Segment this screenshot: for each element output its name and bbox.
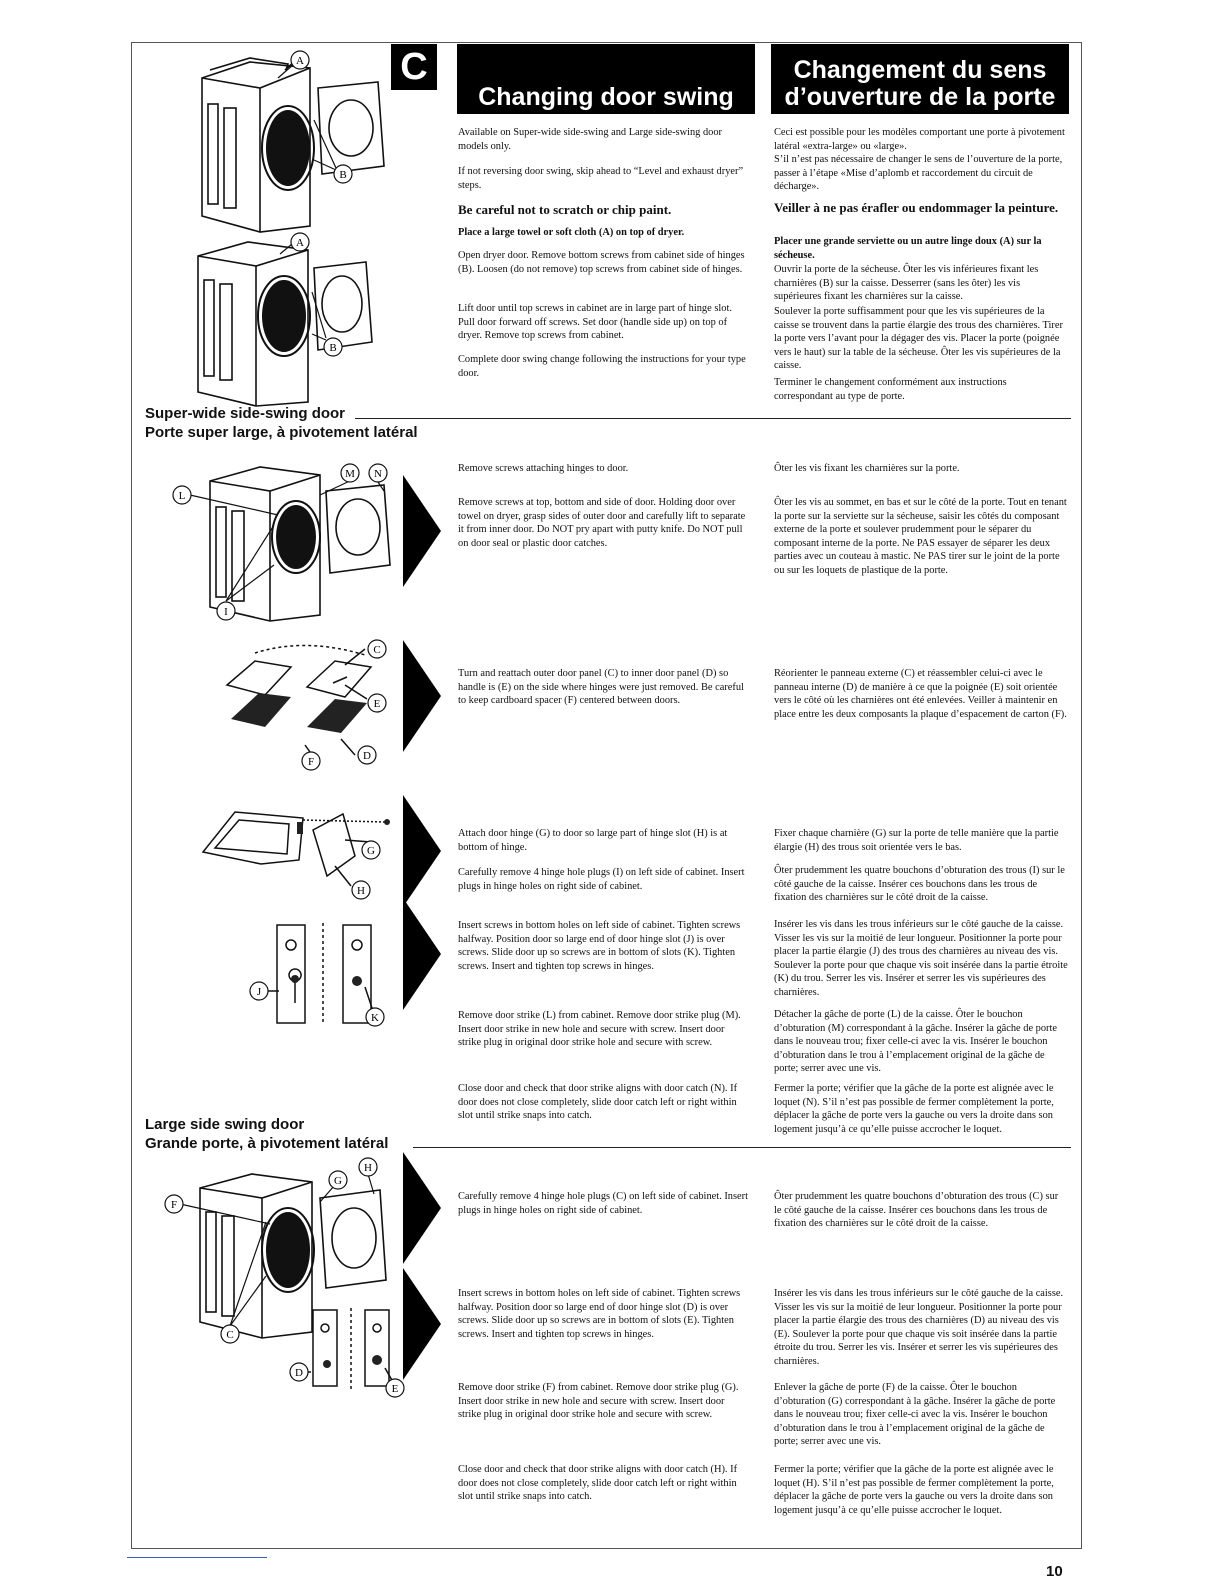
s1-step5-fr: Ôter prudemment les quatre bouchons d’obturation des trous (I) sur le côté gauche de la caisse. Insérer ces bouchons dans les trous de fixation des charnières sur le côté droit de la caisse. (774, 865, 1065, 904)
step-arrow (403, 795, 441, 907)
section2-rule (413, 1147, 1071, 1148)
label-e: E (373, 698, 381, 710)
intro-fr-p2: S’il n’est pas nécessaire de changer le sens de l’ouverture de la porte, passer à l’étape «Mise d’aplomb et raccordement du circuit de décharge». (774, 154, 1063, 193)
intro-fr-p3: Ouvrir la porte de la sécheuse. Ôter les vis inférieures fixant les charnières (B) sur la caisse. Desserrer (sans les ôter) les vis supérieures fixant les charnières sur la caisse. (774, 264, 1039, 303)
intro-en-p4: Lift door until top screws in cabinet are in large part of hinge slot. Pull door forward off screws. Set door (handle side up) on top of dryer. Remove top screws from cabinet. (458, 303, 732, 342)
door-hinge-illustration (195, 800, 405, 905)
label-d: D (363, 750, 371, 762)
s2-step4-en: Close door and check that door strike aligns with door catch (H). If door does not close completely, slide door catch left or right within slot until strike snaps into catch. (458, 1464, 738, 1503)
label-c: C (226, 1329, 234, 1341)
large-door-hinge-slot-illustration (285, 1300, 410, 1405)
label-b: B (339, 169, 347, 181)
label-f: F (170, 1199, 178, 1211)
section1-rule (355, 418, 1071, 419)
intro-en-p3: Open dryer door. Remove bottom screws from cabinet side of hinges (B). Loosen (do not remove) top screws from cabinet side of hinges. (458, 250, 745, 275)
s1-step2-fr: Ôter les vis au sommet, en bas et sur le côté de la porte. Tout en tenant la porte sur la serviette sur la sécheuse, saisir les côtés du composant externe de la porte et soulever prudemment pour le séparer du composant interne de la porte. Ne PAS essayer de séparer les deux parties avec un couteau à mastic. Ne PAS tirer sur le joint de la porte ou sur les loquets de plastique de la porte. (774, 497, 1067, 576)
header-english: Changing door swing (457, 44, 755, 114)
label-i: I (224, 606, 228, 618)
dryer-strike-illustration (170, 455, 400, 625)
step-arrow (403, 640, 441, 752)
door-panels-illustration (215, 635, 395, 775)
intro-fr-caution: Veiller à ne pas érafler ou endommager la peinture. (774, 200, 1059, 215)
label-n: N (374, 468, 382, 480)
s1-step1-fr: Ôter les vis fixant les charnières sur la porte. (774, 463, 960, 474)
s1-step8-fr: Fermer la porte; vérifier que la gâche de la porte est alignée avec le loquet (N). S’il n’est pas possible de fermer complètement la porte, déplacer la gâche de porte vers la gauche ou vers la droite dans son logement jusqu’à ce qu’elle puisse accrocher le loquet. (774, 1083, 1054, 1135)
header-french: Changement du sens d’ouverture de la porte (771, 44, 1069, 114)
label-l: L (178, 490, 186, 502)
step-arrow (403, 1152, 441, 1264)
label-b: B (329, 342, 337, 354)
intro-fr-p4: Soulever la porte suffisamment pour que les vis supérieures de la caisse se trouvent dans la partie élargie des trous des charnières. Tirer la porte vers l’avant pour la dégager des vis. Placer la porte (poignée vers le haut) sur la table de la sécheuse. Ôter les vis supérieures de la caisse. (774, 306, 1063, 372)
s1-step7-en: Remove door strike (L) from cabinet. Remove door strike plug (M). Insert door strike in new hole and secure with screw. Insert door strike plug in original door strike hole and secure with screw. (458, 1010, 741, 1049)
intro-en-p2: If not reversing door swing, skip ahead to “Level and exhaust dryer” steps. (458, 166, 744, 191)
label-j: J (256, 986, 262, 998)
label-g: G (334, 1175, 342, 1187)
dryer-towel-illustration (190, 48, 390, 233)
label-h: H (364, 1162, 372, 1174)
label-e: E (391, 1383, 399, 1395)
intro-fr-p1: Ceci est possible pour les modèles comportant une porte à pivotement latéral «extra-large» ou «large». (774, 127, 1065, 152)
dryer-hinge-illustration (190, 232, 390, 407)
s1-step7-fr: Détacher la gâche de porte (L) de la caisse. Ôter le bouchon d’obturation (M) correspondant à la gâche. Insérer la gâche de porte dans le nouveau trou; fixer celle-ci avec la vis. Insérer le bouchon d’obturation dans le trou à l’emplacement original de la gâche de porte; serrer avec une vis. (774, 1009, 1058, 1075)
s2-step2-en: Insert screws in bottom holes on left side of cabinet. Tighten screws halfway. Position door so large end of door hinge slot (D) is over screws. Slide door up so screws are in bottom of slots (E). Tighten screws. Insert and tighten top screws in hinges. (458, 1288, 741, 1340)
intro-fr-p5: Terminer le changement conformément aux instructions correspondant au type de porte. (774, 377, 1007, 402)
section-badge: C (391, 44, 437, 90)
s1-step5-en: Carefully remove 4 hinge hole plugs (I) on left side of cabinet. Insert plugs in hinge holes on right side of cabinet. (458, 867, 745, 892)
label-a: A (296, 237, 304, 249)
section2-title-en: Large side swing door (145, 1116, 305, 1133)
section1-title-en: Super-wide side-swing door (145, 405, 346, 422)
s2-step4-fr: Fermer la porte; vérifier que la gâche de la porte est alignée avec le loquet (H). S’il n’est pas possible de fermer complètement la porte, déplacer la gâche de porte vers la gauche ou vers la droite dans son logement jusqu’à ce qu’elle puisse accrocher le loquet. (774, 1464, 1054, 1516)
label-d: D (295, 1367, 303, 1379)
intro-en-towel: Place a large towel or soft cloth (A) on top of dryer. (458, 227, 685, 238)
s2-step1-fr: Ôter prudemment les quatre bouchons d’obturation des trous (C) sur le côté gauche de la caisse. Insérer ces bouchons dans les trous de fixation des charnières sur le côté droit de la caisse. (774, 1191, 1059, 1230)
page-number: 10 (1046, 1563, 1063, 1580)
s2-step3-fr: Enlever la gâche de porte (F) de la caisse. Ôter le bouchon d’obturation (G) correspondant à la gâche. Insérer la gâche de porte dans le nouveau trou; fixer celle-ci avec la vis. Insérer le bouchon d’obturation dans le trou à l’emplacement original de la gâche de porte; serrer avec une vis. (774, 1382, 1056, 1448)
section1-title-fr: Porte super large, à pivotement latéral (145, 424, 418, 441)
intro-en-p1: Available on Super-wide side-swing and Large side-swing door models only. (458, 127, 723, 152)
label-f: F (307, 756, 315, 768)
s1-step1-en: Remove screws attaching hinges to door. (458, 463, 629, 474)
intro-en-p5: Complete door swing change following the instructions for your type door. (458, 354, 746, 379)
s1-step6-en: Insert screws in bottom holes on left side of cabinet. Tighten screws halfway. Position door so large end of door hinge slot (J) is over screws. Slide door up so screws are in bottom of slots (K). Tighten screws. Insert and tighten top screws in hinges. (458, 920, 741, 972)
s1-step3-en: Turn and reattach outer door panel (C) to inner door panel (D) so handle is (E) on the side where hinges were just removed. Be careful to keep cardboard spacer (F) centered between doors. (458, 668, 744, 707)
label-a: A (296, 55, 304, 67)
label-k: K (371, 1012, 379, 1024)
intro-fr-towel: Placer une grande serviette ou un autre linge doux (A) sur la sécheuse. (774, 236, 1042, 261)
step-arrow (403, 898, 441, 1010)
s1-step4-fr: Fixer chaque charnière (G) sur la porte de telle manière que la partie élargie (H) des trous soit orientée vers le bas. (774, 828, 1059, 853)
s2-step2-fr: Insérer les vis dans les trous inférieurs sur le côté gauche de la caisse. Visser les vis sur la moitié de leur longueur. Positionner la porte pour placer la partie élargie des trous des charnières (D) au niveau des vis (E). Soulever la porte pour que chaque vis soit insérée dans la partie étroite du trou. Serrer les vis. Insérer et serrer les vis supérieures des charnières. (774, 1288, 1064, 1367)
label-h: H (357, 885, 365, 897)
label-c: C (373, 644, 381, 656)
intro-en-caution: Be careful not to scratch or chip paint. (458, 202, 672, 217)
s1-step8-en: Close door and check that door strike aligns with door catch (N). If door does not close completely, slide door catch left or right within slot until strike snaps into catch. (458, 1083, 738, 1122)
s1-step6-fr: Insérer les vis dans les trous inférieurs sur le côté gauche de la caisse. Visser les vis sur la moitié de leur longueur. Positionner la porte pour placer la partie élargie (J) des trous des charnières au niveau des vis. Soulever la porte pour que chaque vis soit insérée dans la partie étroite (K) du trou. Serrer les vis. Insérer et serrer les vis supérieures des charnières. (774, 919, 1068, 998)
label-g: G (367, 845, 375, 857)
s1-step4-en: Attach door hinge (G) to door so large part of hinge slot (H) is at bottom of hinge. (458, 828, 728, 853)
s2-step3-en: Remove door strike (F) from cabinet. Remove door strike plug (G). Insert door strike in new hole and secure with screw. Insert door strike plug in original door strike hole and secure with screw. (458, 1382, 739, 1421)
footer-link-line (127, 1557, 267, 1558)
section2-title-fr: Grande porte, à pivotement latéral (145, 1135, 389, 1152)
s1-step3-fr: Réorienter le panneau externe (C) et réassembler celui-ci avec le panneau interne (D) de manière à ce que la poignée (E) soit orientée vers le côté où les charnières ont été enlevées. Veiller à maintenir en place entre les deux composants la plaque d’espacement de carton (F). (774, 668, 1067, 720)
label-m: M (345, 468, 355, 480)
s1-step2-en: Remove screws at top, bottom and side of door. Holding door over towel on dryer, grasp sides of outer door and carefully lift to separate it from inner door. Do NOT pry apart with putty knife. Do NOT pull on door seal or plastic door catches. (458, 497, 746, 549)
s2-step1-en: Carefully remove 4 hinge hole plugs (C) on left side of cabinet. Insert plugs in hinge holes on right side of cabinet. (458, 1191, 748, 1216)
cabinet-hinge-slot-illustration (245, 915, 395, 1030)
step-arrow (403, 475, 441, 587)
